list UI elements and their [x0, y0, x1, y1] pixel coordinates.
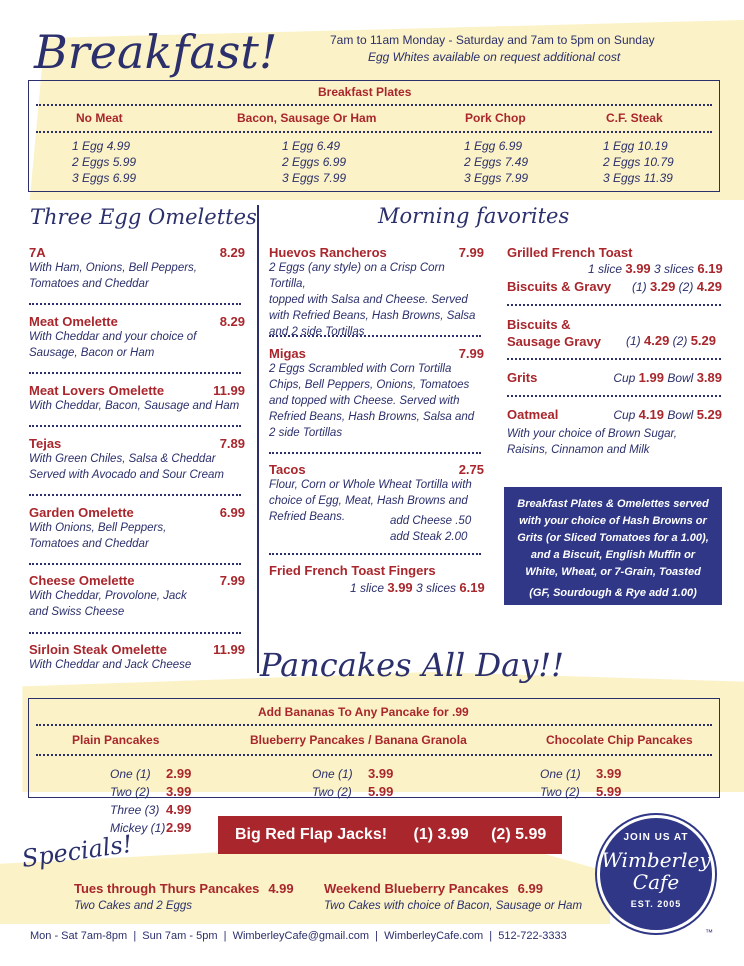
divider [36, 131, 712, 133]
blueberry-pancake-prices: One (1) 3.99 Two (2) 5.99 [312, 766, 394, 799]
biscuits-sausage-gravy: Biscuits & Sausage Gravy [507, 317, 601, 349]
plate-col-no-meat: No Meat [76, 111, 123, 125]
omelette-sirloin: Sirloin Steak Omelette 11.99 With Cheddar and Jack Cheese [29, 642, 245, 671]
divider [36, 724, 712, 726]
migas: Migas 7.99 2 Eggs Scrambled with Corn Tortilla Chips, Bell Peppers, Onions, Tomatoes and topped with Cheese. Served with Refried Beans, Hash Browns, Salsa and 2 side Tortillas [269, 346, 484, 439]
divider [36, 104, 712, 106]
divider [29, 372, 241, 374]
special-weekend: Weekend Blueberry Pancakes 6.99 Two Cakes with choice of Bacon, Sausage or Ham [324, 881, 583, 912]
omelette-cheese: Cheese Omelette 7.99 With Cheddar, Provolone, Jack and Swiss Cheese [29, 573, 245, 618]
divider [507, 395, 721, 397]
oatmeal: Oatmeal Cup 4.19 Bowl 5.29 [507, 407, 722, 422]
plain-pancake-prices: One (1) 2.99 Two (2) 3.99 Three (3) 4.99 Mickey (1)2.99 [110, 766, 192, 835]
breakfast-hours: 7am to 11am Monday - Saturday and 7am to 5pm on Sunday [330, 33, 655, 47]
divider [29, 563, 241, 565]
divider [36, 754, 712, 756]
tacos: Tacos 2.75 Flour, Corn or Whole Wheat Tortilla with choice of Egg, Meat, Hash Browns and Refried Beans. [269, 462, 484, 523]
divider [29, 425, 241, 427]
egg-whites-note: Egg Whites available on request additional cost [368, 50, 621, 64]
trademark: ™ [705, 928, 713, 937]
wimberley-cafe-logo: JOIN US AT Wimberley Cafe EST. 2005 [597, 815, 715, 933]
grilled-french-toast: Grilled French Toast [507, 245, 633, 260]
grits: Grits Cup 1.99 Bowl 3.89 [507, 370, 722, 385]
omelettes-title: Three Egg Omelettes [30, 205, 257, 229]
chocolate-pancakes-title: Chocolate Chip Pancakes [546, 733, 693, 747]
omelette-garden: Garden Omelette 6.99 With Onions, Bell Peppers, Tomatoes and Cheddar [29, 505, 245, 550]
divider [269, 553, 481, 555]
omelette-tejas: Tejas 7.89 With Green Chiles, Salsa & Cheddar Served with Avocado and Sour Cream [29, 436, 245, 481]
french-toast-fingers-prices: 1 slice 3.99 3 slices 6.19 [350, 580, 485, 595]
blueberry-pancakes-title: Blueberry Pancakes / Banana Granola [250, 733, 467, 747]
omelette-meat: Meat Omelette 8.29 With Cheddar and your choice of Sausage, Bacon or Ham [29, 314, 245, 359]
pork-chop-prices: 1 Egg 6.99 2 Eggs 7.49 3 Eggs 7.99 [464, 139, 529, 185]
sides-info-box: Breakfast Plates & Omelettes served with your choice of Hash Browns or Grits (or Sliced Tomatoes for a 1.00), and a Biscuit, English Muffin or White, Wheat, or 7-Grain, Toasted (GF, Sourdough & Rye add 1.00) [504, 487, 722, 605]
flap-jacks-banner: Big Red Flap Jacks! (1) 3.99 (2) 5.99 [218, 816, 562, 854]
oatmeal-desc: With your choice of Brown Sugar, Raisins, Cinnamon and Milk [507, 428, 677, 456]
french-toast-fingers: Fried French Toast Fingers [269, 563, 436, 578]
divider [269, 335, 481, 337]
divider [29, 632, 241, 634]
column-divider [257, 205, 259, 673]
bacon-prices: 1 Egg 6.49 2 Eggs 6.99 3 Eggs 7.99 [282, 139, 347, 185]
huevos-rancheros: Huevos Rancheros 7.99 2 Eggs (any style) on a Crisp Corn Tortilla, topped with Salsa and Cheese. Served with Refried Beans, Hash Browns, Salsa and 2 side Tortillas [269, 245, 484, 338]
pancakes-title: Pancakes All Day!! [260, 646, 564, 684]
taco-add-cheese: add Cheese .50 [390, 515, 472, 527]
breakfast-plates-header: Breakfast Plates [318, 85, 412, 99]
divider [507, 304, 721, 306]
divider [269, 452, 481, 454]
cf-steak-prices: 1 Egg 10.19 2 Eggs 10.79 3 Eggs 11.39 [603, 139, 674, 185]
favorites-title: Morning favorites [378, 204, 570, 228]
footer-contact: Mon - Sat 7am-8pm | Sun 7am - 5pm | WimberleyCafe@gmail.com | WimberleyCafe.com | 512-722-3333 [30, 930, 567, 942]
grilled-french-toast-prices: 1 slice 3.99 3 slices 6.19 [588, 261, 723, 276]
banana-addon: Add Bananas To Any Pancake for .99 [258, 705, 469, 719]
omelette-7a: 7A 8.29 With Ham, Onions, Bell Peppers, Tomatoes and Cheddar [29, 245, 245, 290]
breakfast-title: Breakfast! [34, 25, 278, 79]
plate-col-bacon: Bacon, Sausage Or Ham [237, 111, 377, 125]
special-tues-thurs: Tues through Thurs Pancakes 4.99 Two Cakes and 2 Eggs [74, 881, 294, 912]
plain-pancakes-title: Plain Pancakes [72, 733, 160, 747]
divider [29, 303, 241, 305]
biscuits-gravy: Biscuits & Gravy (1) 3.29 (2) 4.29 [507, 279, 722, 294]
no-meat-prices: 1 Egg 4.99 2 Eggs 5.99 3 Eggs 6.99 [72, 139, 137, 185]
taco-add-steak: add Steak 2.00 [390, 531, 468, 543]
plate-col-pork-chop: Pork Chop [465, 111, 526, 125]
biscuits-sausage-gravy-prices: (1) 4.29 (2) 5.29 [626, 333, 716, 348]
divider [507, 358, 721, 360]
specials-title: Specials! [20, 829, 134, 873]
chocolate-pancake-prices: One (1) 3.99 Two (2) 5.99 [540, 766, 622, 799]
omelette-meat-lovers: Meat Lovers Omelette 11.99 With Cheddar, Bacon, Sausage and Ham [29, 383, 245, 412]
divider [29, 494, 241, 496]
plate-col-cf-steak: C.F. Steak [606, 111, 663, 125]
